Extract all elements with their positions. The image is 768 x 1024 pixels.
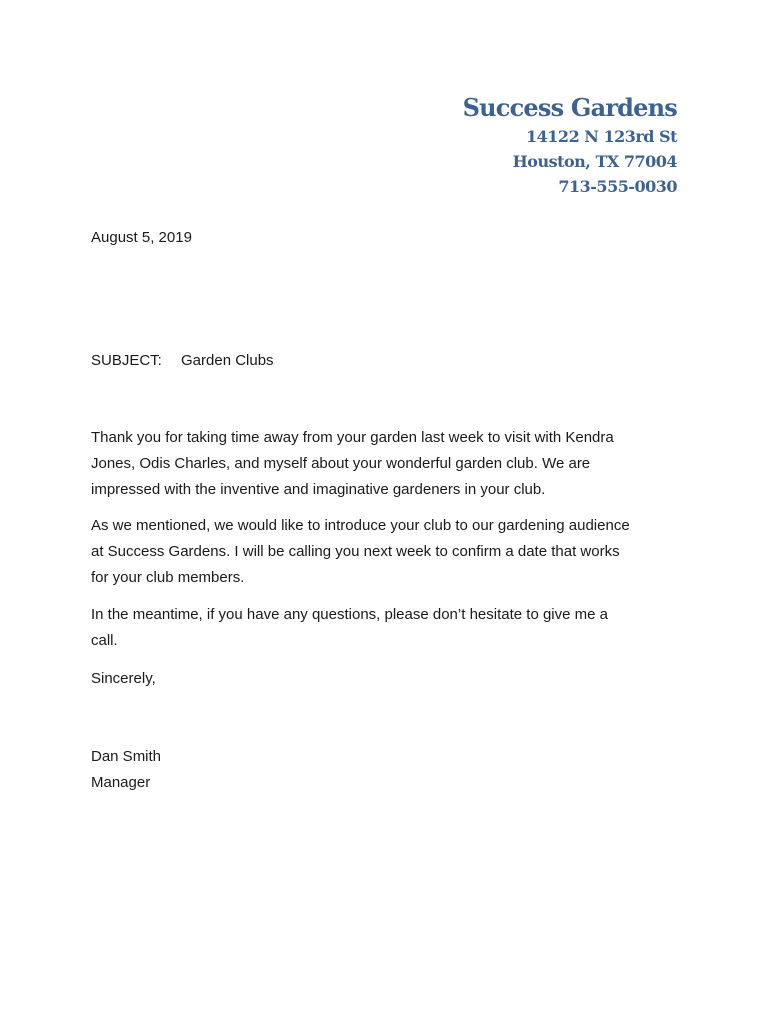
paragraph-line: call.: [91, 632, 118, 649]
subject-text: Garden Clubs: [181, 352, 274, 369]
signer-title: Manager: [91, 774, 151, 791]
subject-label: SUBJECT:: [91, 352, 162, 369]
city-state-zip: Houston, TX 77004: [512, 152, 677, 171]
closing: Sincerely,: [91, 670, 156, 687]
paragraph-line: at Success Gardens. I will be calling you next week to confirm a date that works: [91, 543, 620, 560]
letter-date: August 5, 2019: [91, 229, 192, 246]
paragraph-line: Jones, Odis Charles, and myself about your wonderful garden club. We are: [91, 455, 591, 472]
paragraph-questions: [91, 602, 681, 654]
company-name: Success Gardens: [462, 93, 677, 122]
paragraph-line: impressed with the inventive and imaginative gardeners in your club.: [91, 481, 546, 498]
signature-block: [91, 744, 681, 796]
street-address: 14122 N 123rd St: [526, 127, 677, 146]
subject-line: [91, 352, 681, 370]
paragraph-line: Thank you for taking time away from your garden last week to visit with Kendra: [91, 429, 614, 446]
letterhead: [257, 92, 677, 199]
signer-name: Dan Smith: [91, 748, 162, 765]
paragraph-line: As we mentioned, we would like to introduce your club to our gardening audience: [91, 517, 630, 534]
paragraph-introduction: [91, 513, 681, 591]
paragraph-thank-you: [91, 425, 681, 503]
paragraph-line: for your club members.: [91, 569, 245, 586]
phone-number: 713-555-0030: [558, 177, 677, 196]
paragraph-line: In the meantime, if you have any questions, please don’t hesitate to give me a: [91, 606, 608, 623]
